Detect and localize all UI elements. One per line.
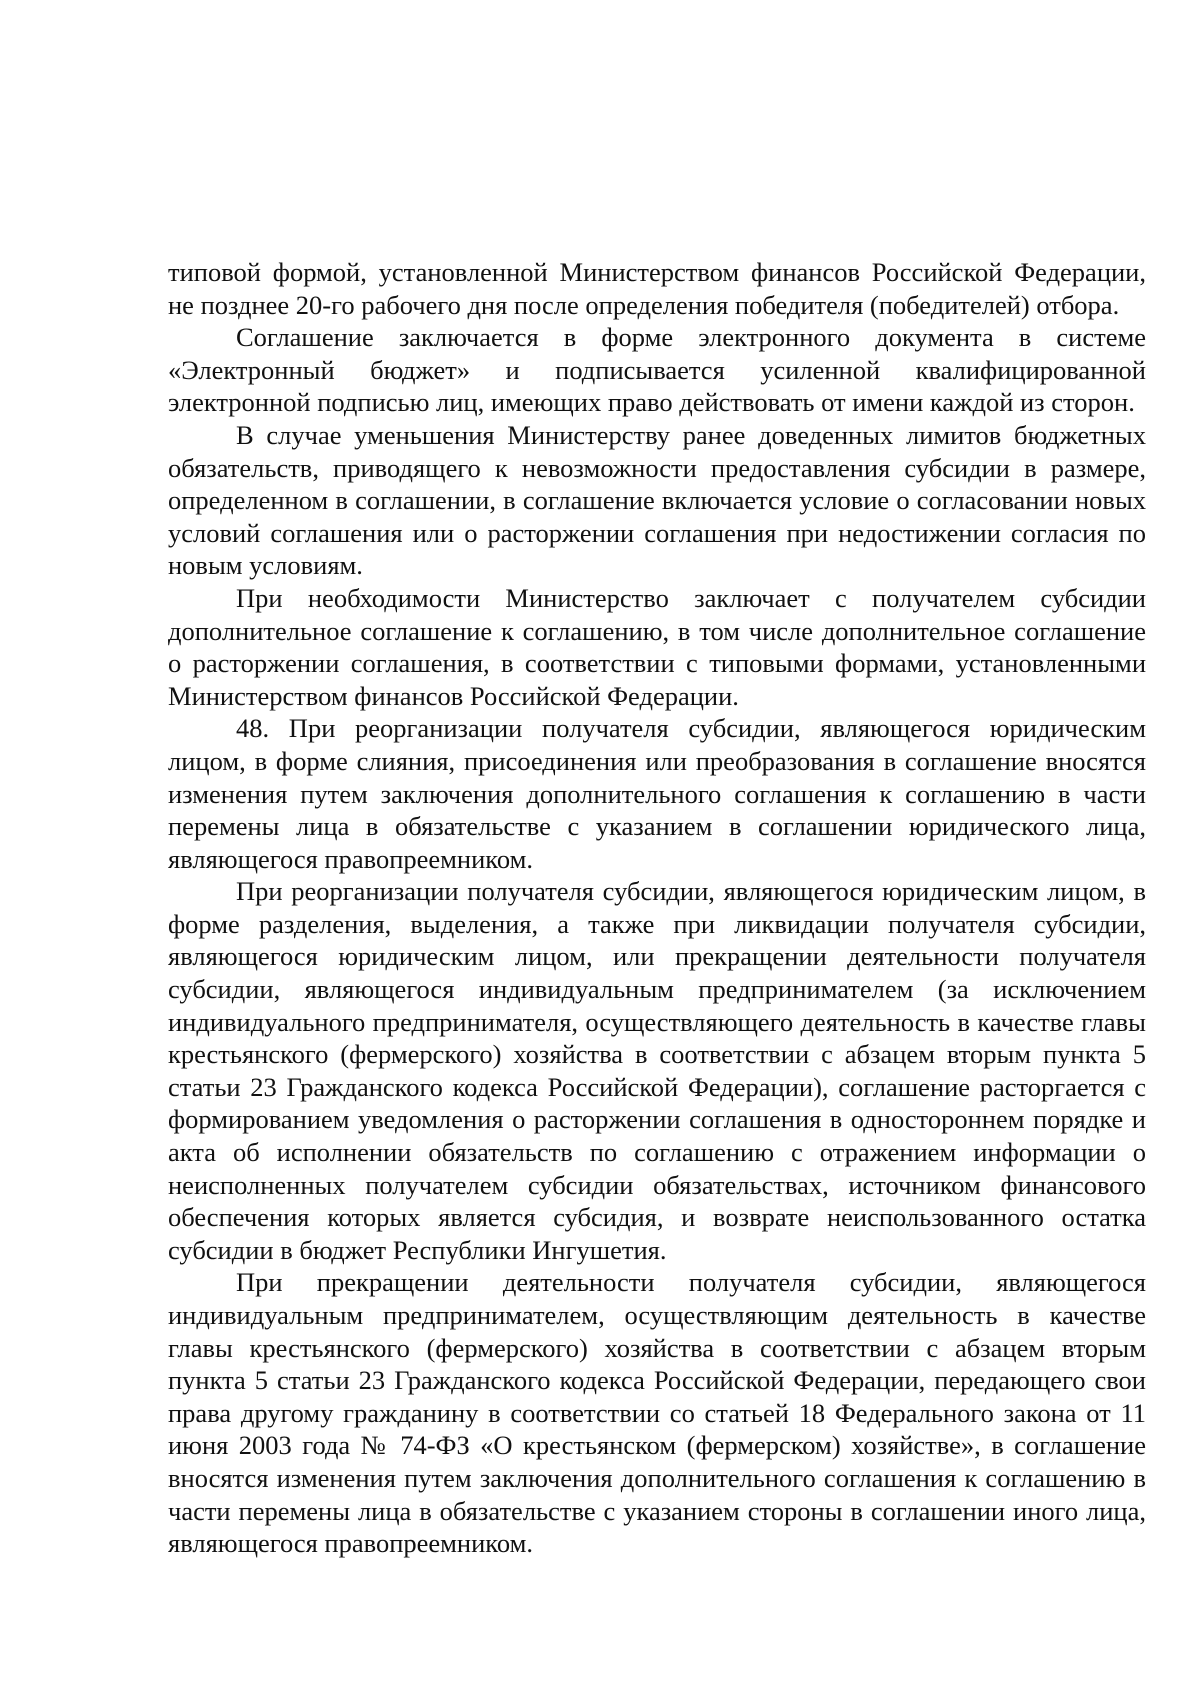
paragraph-termination-entrepreneur: При прекращении деятельности получателя субсидии, являющегося индивидуальным предпринимателем, осуществляющим деятельность в качестве главы крестьянского (фермерского) хозяйства в соответствии с абзацем вторым пункта 5 статьи 23 Гражданского кодекса Российской Федерации, передающего свои права другому гражданину в соответствии со статьей 18 Федерального закона от 11 июня 2003 года № 74-ФЗ «О крестьянском (фермерском) хозяйстве», в соглашение вносятся изменения путем заключения дополнительного соглашения к соглашению в части перемены лица в обязательстве с указанием стороны в соглашении иного лица, являющегося правопреемником. — [168, 1267, 1146, 1559]
paragraph-limits-reduction: В случае уменьшения Министерству ранее доведенных лимитов бюджетных обязательств, приводящего к невозможности предоставления субсидии в размере, определенном в соглашении, в соглашение включается условие о согласовании новых условий соглашения или о расторжении соглашения при недостижении согласия по новым условиям. — [168, 419, 1146, 581]
paragraph-agreement-form: Соглашение заключается в форме электронного документа в системе «Электронный бюджет» и подписывается усиленной квалифицированной электронной подписью лиц, имеющих право действовать от имени каждой из сторон. — [168, 322, 1146, 418]
document-page — [168, 256, 1146, 1560]
paragraph-reorganization-separation: При реорганизации получателя субсидии, являющегося юридическим лицом, в форме разделения, выделения, а также при ликвидации получателя субсидии, являющегося юридическим лицом, или прекращении деятельности получателя субсидии, являющегося индивидуальным предпринимателем (за исключением индивидуального предпринимателя, осуществляющего деятельность в качестве главы крестьянского (фермерского) хозяйства в соответствии с абзацем вторым пункта 5 статьи 23 Гражданского кодекса Российской Федерации), соглашение расторгается с формированием уведомления о расторжении соглашения в одностороннем порядке и акта об исполнении обязательств по соглашению с отражением информации о неисполненных получателем субсидии обязательствах, источником финансового обеспечения которых является субсидия, и возврате неиспользованного остатка субсидии в бюджет Республики Ингушетия. — [168, 876, 1146, 1265]
paragraph-additional-agreement: При необходимости Министерство заключает с получателем субсидии дополнительное соглашение к соглашению, в том числе дополнительное соглашение о расторжении соглашения, в соответствии с типовыми формами, установленными Министерством финансов Российской Федерации. — [168, 582, 1146, 711]
paragraph-continuation: типовой формой, установленной Министерством финансов Российской Федерации, не позднее 20-го рабочего дня после определения победителя (победителей) отбора. — [168, 257, 1146, 320]
paragraph-48-reorganization: 48. При реорганизации получателя субсидии, являющегося юридическим лицом, в форме слияния, присоединения или преобразования в соглашение вносятся изменения путем заключения дополнительного соглашения к соглашению в части перемены лица в обязательстве с указанием в соглашении юридического лица, являющегося правопреемником. — [168, 713, 1146, 874]
